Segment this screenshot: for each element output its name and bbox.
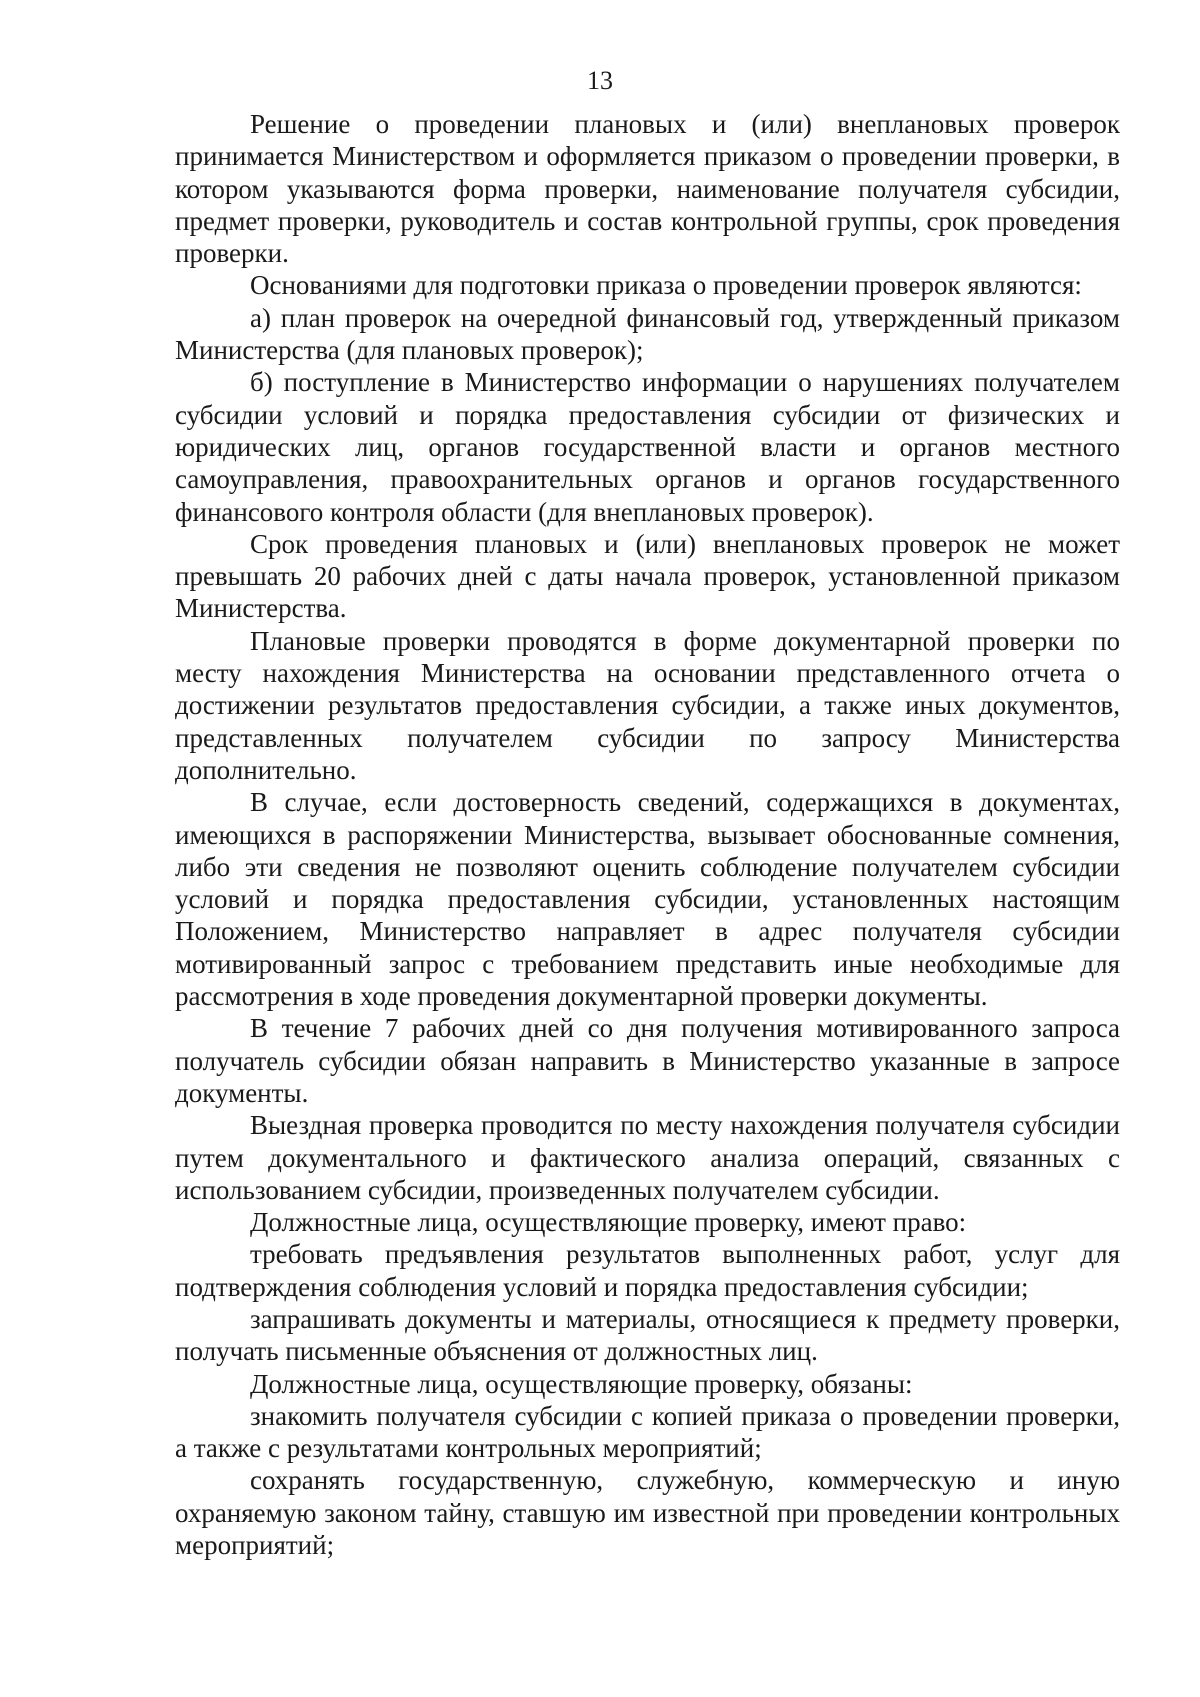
paragraph: Срок проведения плановых и (или) внеплановых проверок не может превышать 20 рабочих дней с даты начала проверок, установленной приказом Министерства. <box>175 528 1120 624</box>
paragraph: В течение 7 рабочих дней со дня получения мотивированного запроса получатель субсидии обязан направить в Министерство указанные в запросе документы. <box>175 1013 1120 1108</box>
paragraph: Плановые проверки проводятся в форме документарной проверки по месту нахождения Министерства на основании представленного отчета о достижении результатов предоставления субсидии, а также иных документов, представленных получателем субсидии по запросу Министерства дополнительно. <box>175 625 1120 785</box>
paragraph: б) поступление в Министерство информации о нарушениях получателем субсидии условий и порядка предоставления субсидии от физических и юридических лиц, органов государственной власти и органов местного самоуправления, правоохранительных органов и органов государственного финансового контроля области (для внеплановых проверок). <box>175 367 1120 527</box>
paragraph: Должностные лица, осуществляющие проверку, имеют право: <box>250 1207 967 1238</box>
paragraph: требовать предъявления результатов выполненных работ, услуг для подтверждения соблюдения условий и порядка предоставления субсидии; <box>175 1239 1120 1302</box>
document-body <box>175 108 1120 1561</box>
paragraph: а) план проверок на очередной финансовый год, утвержденный приказом Министерства (для плановых проверок); <box>175 302 1120 366</box>
paragraph: Решение о проведении плановых и (или) внеплановых проверок принимается Министерством и оформляется приказом о проведении проверки, в котором указываются форма проверки, наименование получателя субсидии, предмет проверки, руководитель и состав контрольной группы, срок проведения проверки. <box>175 109 1120 269</box>
paragraph: запрашивать документы и материалы, относящиеся к предмету проверки, получать письменные объяснения от должностных лиц. <box>175 1303 1120 1367</box>
paragraph: сохранять государственную, служебную, коммерческую и иную охраняемую законом тайну, ставшую им известной при проведении контрольных мероприятий; <box>175 1465 1120 1561</box>
paragraph: Выездная проверка проводится по месту нахождения получателя субсидии путем документального и фактического анализа операций, связанных с использованием субсидии, произведенных получателем субсидии. <box>175 1110 1120 1205</box>
paragraph: знакомить получателя субсидии с копией приказа о проведении проверки, а также с результатами контрольных мероприятий; <box>175 1400 1120 1464</box>
paragraph: Основаниями для подготовки приказа о проведении проверок являются: <box>250 270 1082 301</box>
paragraph: Должностные лица, осуществляющие проверку, обязаны: <box>250 1368 913 1399</box>
paragraph: В случае, если достоверность сведений, содержащихся в документах, имеющихся в распоряжении Министерства, вызывает обоснованные сомнения, либо эти сведения не позволяют оценить соблюдение получателем субсидии условий и порядка предоставления субсидии, установленных настоящим Положением, Министерство направляет в адрес получателя субсидии мотивированный запрос с требованием представить иные необходимые для рассмотрения в ходе проведения документарной проверки документы. <box>175 787 1120 1012</box>
page-number: 13 <box>587 66 613 95</box>
